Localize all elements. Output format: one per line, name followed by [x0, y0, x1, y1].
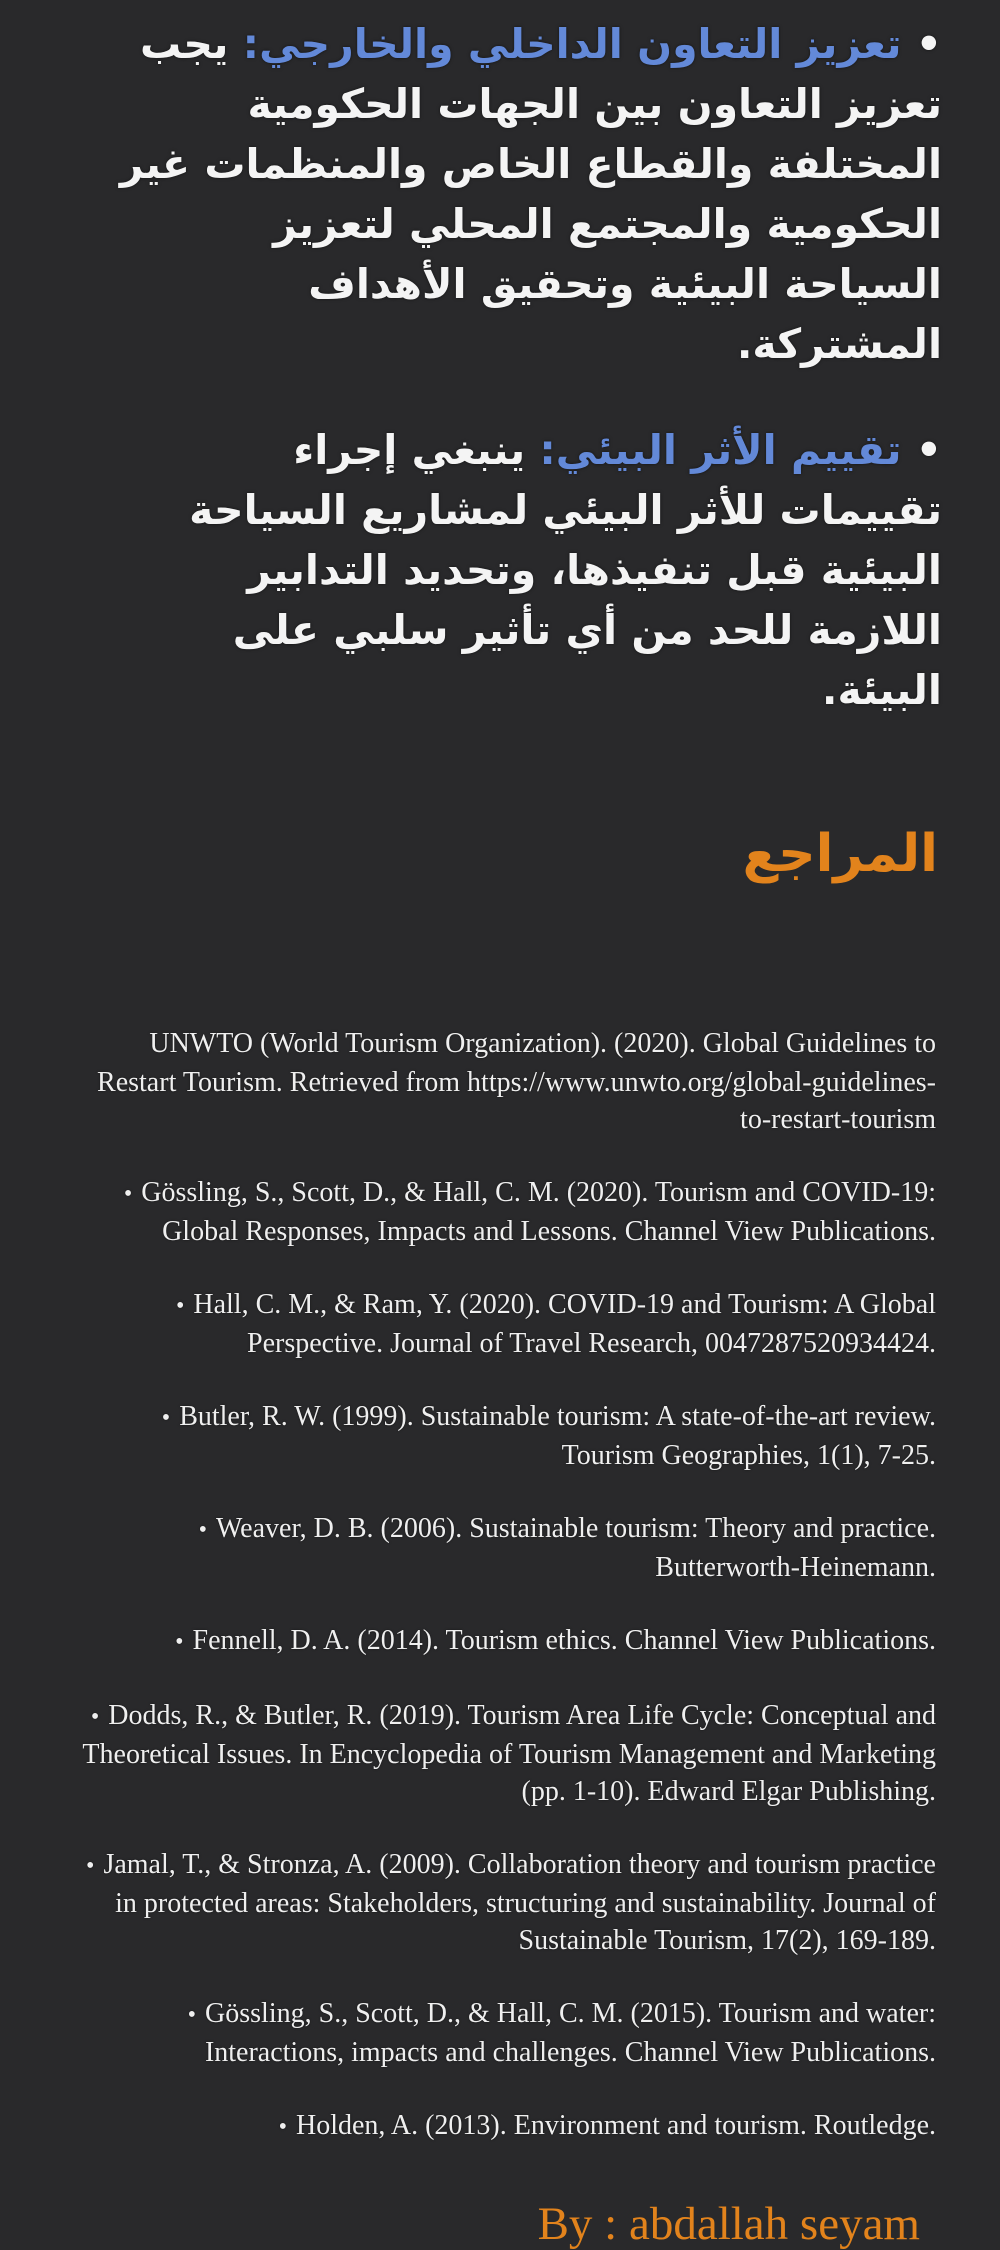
reference-item: [66, 1025, 936, 1138]
bullet-marker: •: [278, 2114, 287, 2140]
bullet-marker: •: [187, 2002, 197, 2028]
reference-text: Jamal, T., & Stronza, A. (2009). Collaboration theory and tourism practice in protected areas: Stakeholders, structuring and sustainability. Journal of Sustainable Tourism, 17(2), 169-189.: [103, 1849, 936, 1956]
reference-item: [66, 1846, 936, 1959]
bullet-marker: •: [90, 1704, 100, 1730]
bullet-marker: •: [915, 426, 942, 474]
references-list: [0, 1025, 1000, 2146]
reference-text: Butler, R. W. (1999). Sustainable tourism: A state-of-the-art review. Tourism Geographies, 1(1), 7-25.: [179, 1401, 936, 1471]
reference-text: Dodds, R., & Butler, R. (2019). Tourism Area Life Cycle: Conceptual and Theoretical Issues. In Encyclopedia of Tourism Management and Marketing (pp. 1-10). Edward Elgar Publishing.: [82, 1700, 936, 1807]
reference-item: [66, 1510, 936, 1586]
byline: By : abdallah seyam: [537, 2198, 920, 2250]
arabic-bullet-paragraph: [118, 420, 942, 720]
bullet-body: ينبغي إجراء تقييمات للأثر البيئي لمشاريع السياحة البيئية قبل تنفيذها، وتحديد التدابير اللازمة للحد من أي تأثير سلبي على البيئة.: [189, 426, 942, 714]
reference-item: [66, 1286, 936, 1362]
reference-item: [66, 1622, 936, 1661]
bullet-marker: •: [86, 1853, 95, 1879]
reference-text: UNWTO (World Tourism Organization). (2020). Global Guidelines to Restart Tourism. Retrieved from https://www.unwto.org/global-guidelines-to-restart-tourism: [97, 1028, 936, 1135]
reference-text: Fennell, D. A. (2014). Tourism ethics. Channel View Publications.: [192, 1625, 936, 1656]
bullet-marker: •: [161, 1405, 171, 1431]
reference-item: [66, 2107, 936, 2146]
reference-item: [66, 1398, 936, 1474]
bullet-marker: •: [175, 1629, 184, 1655]
bullet-heading: تعزيز التعاون الداخلي والخارجي:: [242, 20, 902, 68]
reference-text: Weaver, D. B. (2006). Sustainable tourism: Theory and practice. Butterworth-Heinemann.: [215, 1513, 936, 1583]
bullet-marker: •: [198, 1517, 207, 1543]
bullet-marker: •: [175, 1293, 185, 1319]
reference-text: Hall, C. M., & Ram, Y. (2020). COVID-19 and Tourism: A Global Perspective. Journal of Travel Research, 0047287520934424.: [193, 1289, 936, 1359]
reference-text: Holden, A. (2013). Environment and tourism. Routledge.: [295, 2110, 936, 2141]
reference-text: Gössling, S., Scott, D., & Hall, C. M. (2015). Tourism and water: Interactions, impacts and challenges. Channel View Publications.: [204, 1998, 936, 2068]
references-heading: المراجع: [742, 824, 938, 884]
arabic-bullet-paragraph: [118, 14, 942, 374]
bullet-heading: تقييم الأثر البيئي:: [539, 426, 902, 474]
reference-item: [66, 1697, 936, 1810]
reference-text: Gössling, S., Scott, D., & Hall, C. M. (2020). Tourism and COVID-19: Global Responses, Impacts and Lessons. Channel View Publications.: [141, 1177, 936, 1247]
reference-item: [66, 1995, 936, 2071]
reference-item: [66, 1174, 936, 1250]
bullet-body: يجب تعزيز التعاون بين الجهات الحكومية المختلفة والقطاع الخاص والمنظمات غير الحكومية والمجتمع المحلي لتعزيز السياحة البيئية وتحقيق الأهداف المشتركة.: [119, 20, 942, 368]
bullet-marker: •: [915, 20, 942, 68]
arabic-bullet-section: [0, 0, 1000, 720]
bullet-marker: •: [123, 1181, 133, 1207]
